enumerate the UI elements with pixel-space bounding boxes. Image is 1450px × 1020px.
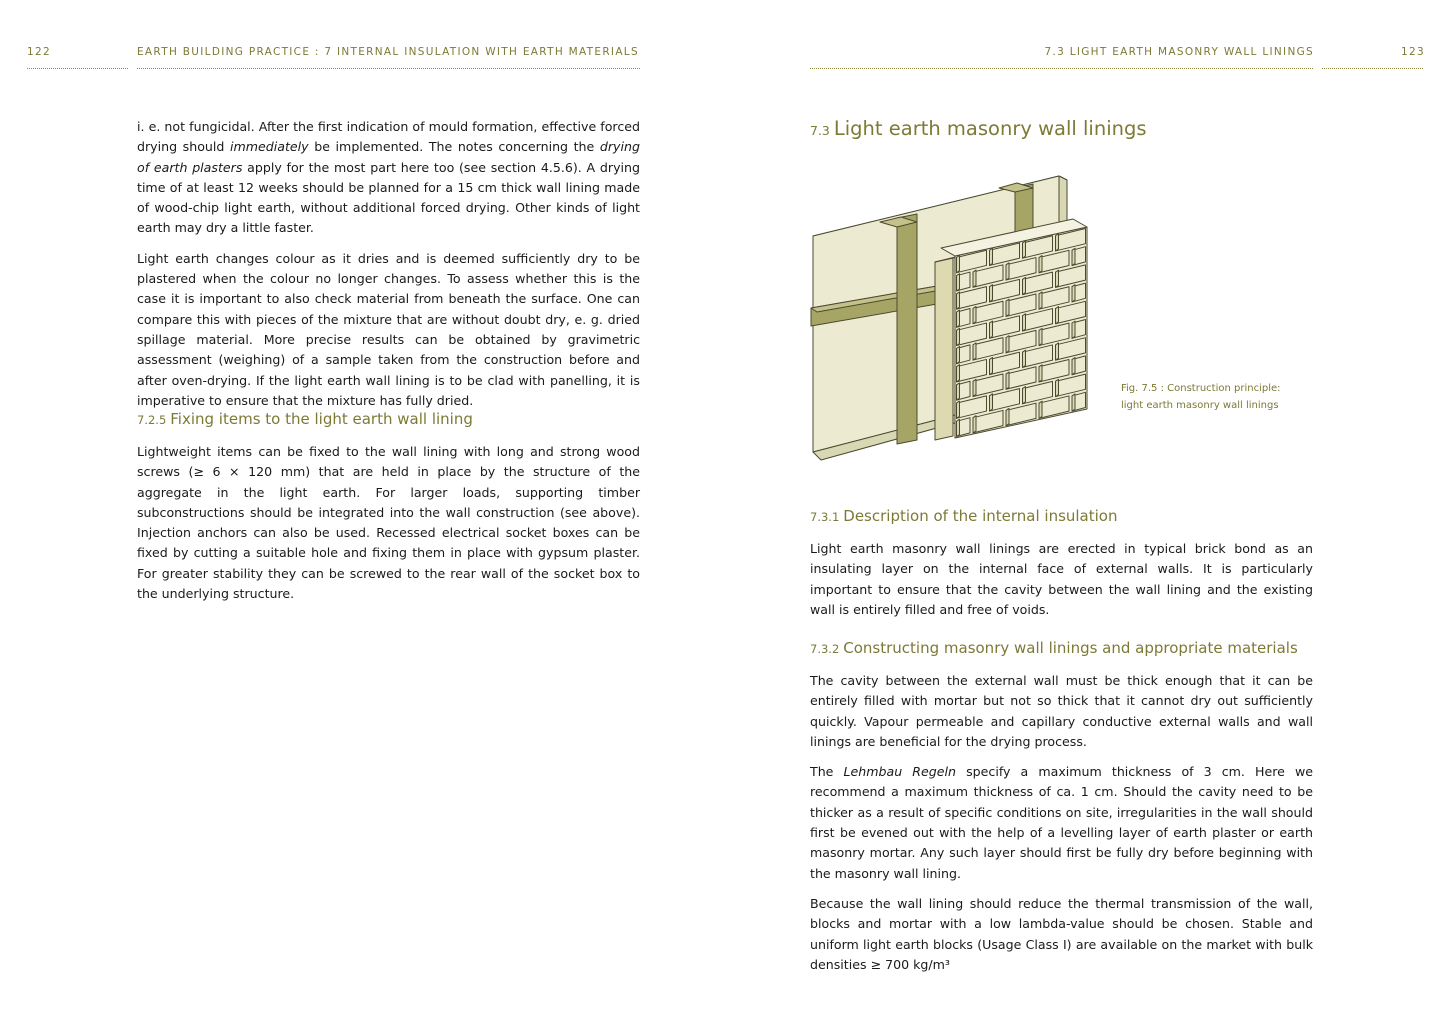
brick-side [1072, 394, 1075, 411]
brick-side [973, 379, 976, 396]
brick-side [1006, 372, 1009, 389]
brick-side [1056, 307, 1059, 324]
brick-side [957, 347, 960, 364]
mortar-layer-front [935, 258, 953, 440]
brick-side [973, 306, 976, 323]
brick-side [973, 270, 976, 287]
left-body-block-1 [137, 117, 640, 421]
brick-side [957, 365, 960, 382]
brick-side [973, 343, 976, 360]
left-header-rule-short [27, 68, 128, 69]
brick-side [1039, 365, 1042, 382]
brick-side [990, 394, 993, 411]
brick-side [1072, 248, 1075, 265]
right-running-title: 7.3 LIGHT EARTH MASONRY WALL LININGS [1044, 46, 1314, 58]
section-heading-7-3-2: 7.3.2 Constructing masonry wall linings and appropriate materials [810, 639, 1298, 657]
brick-side [1006, 408, 1009, 425]
vertical-batten-left-front [897, 214, 917, 444]
brick-side [957, 274, 960, 291]
paragraph: Lightweight items can be fixed to the wall lining with long and strong wood screws (≥ 6 × 120 mm) that are held in place by the structure of the aggregate in the light earth. For larger loads, supporting timber subconstructions should be integrated into the wall construction (see above). Injection anchors can also be used. Recessed electrical socket boxes can be fixed by cutting a suitable hole and fixing them in place with gypsum plaster. For greater stability they can be screwed to the rear wall of the socket box to the underlying structure. [137, 444, 640, 602]
brick-side [1023, 241, 1026, 258]
right-body-block-1 [810, 539, 1313, 630]
brick-side [1039, 292, 1042, 309]
brick-side [990, 321, 993, 338]
right-body-block-2 [810, 671, 1313, 985]
brick-side [973, 416, 976, 433]
brick-side [1006, 299, 1009, 316]
left-body-block-2 [137, 442, 640, 614]
brick-side [957, 419, 960, 436]
brick-side [1072, 321, 1075, 338]
right-page-number: 123 [1401, 46, 1425, 58]
left-page-number: 122 [27, 46, 51, 58]
brick-side [1023, 387, 1026, 404]
brick-side [1039, 401, 1042, 418]
brick-side [990, 357, 993, 374]
brick-side [1039, 328, 1042, 345]
brick-side [957, 328, 960, 345]
right-header-rule-long [810, 68, 1313, 69]
brick-side [1056, 234, 1059, 251]
brick-side [1023, 314, 1026, 331]
left-running-title: EARTH BUILDING PRACTICE : 7 INTERNAL INSULATION WITH EARTH MATERIALS [137, 46, 639, 58]
brick-side [957, 310, 960, 327]
paragraph: i. e. not fungicidal. After the first indication of mould formation, effective forced drying should immediately be implemented. The notes concerning the drying of earth plasters apply for the most part here too (see section 4.5.6). A drying time of at least 12 weeks should be planned for a 15 cm thick wall lining made of wood-chip light earth, without additional forced drying. Other kinds of light earth may dry a little faster. [137, 119, 640, 236]
brick-side [1039, 256, 1042, 273]
brick-side [990, 248, 993, 265]
brick-side [1056, 270, 1059, 287]
paragraph: Because the wall lining should reduce the thermal transmission of the wall, blocks and mortar with a low lambda-value should be chosen. Stable and uniform light earth blocks (Usage Class I) are available on the market with bulk densities ≥ 700 kg/m³ [810, 895, 1313, 972]
left-header-rule-long [137, 68, 640, 69]
brick-side [957, 256, 960, 273]
brick-side [957, 292, 960, 309]
section-heading-7-3: 7.3 Light earth masonry wall linings [810, 117, 1147, 140]
section-heading-7-3-1: 7.3.1 Description of the internal insulation [810, 507, 1118, 525]
brick-side [990, 285, 993, 302]
brick-side [1023, 350, 1026, 367]
brick-side [1006, 263, 1009, 280]
brick-lining [941, 219, 1087, 438]
paragraph: The Lehmbau Regeln specify a maximum thickness of 3 cm. Here we recommend a maximum thickness of ca. 1 cm. Should the cavity need to be thicker as a result of specific conditions on site, irregularities in the wall should first be evened out with the help of a levelling layer of earth plaster or earth masonry mortar. Any such layer should first be fully dry before beginning with the masonry wall lining. [810, 764, 1313, 881]
brick-side [957, 401, 960, 418]
brick-side [1072, 358, 1075, 375]
right-header-rule-short [1322, 68, 1423, 69]
brick-side [1006, 336, 1009, 353]
brick-side [1056, 343, 1059, 360]
construction-principle-figure [805, 170, 1105, 470]
paragraph: Light earth masonry wall linings are erected in typical brick bond as an insulating layer on the internal face of external walls. It is particularly important to ensure that the cavity between the wall lining and the existing wall is entirely filled and free of voids. [810, 541, 1313, 617]
brick-side [1056, 379, 1059, 396]
brick-side [1072, 285, 1075, 302]
brick-side [1023, 277, 1026, 294]
figure-caption: Fig. 7.5 : Construction principle: light earth masonry wall linings [1121, 383, 1281, 411]
section-heading-7-2-5: 7.2.5 Fixing items to the light earth wall lining [137, 410, 473, 428]
paragraph: Light earth changes colour as it dries and is deemed sufficiently dry to be plastered when the colour no longer changes. To assess whether this is the case it is important to also check material from beneath the surface. One can compare this with pieces of the mixture that are without doubt dry, e. g. dried spillage material. More precise results can be obtained by gravimetric assessment (weighing) of a sample taken from the construction before and after oven-drying. If the light earth wall lining is to be clad with panelling, it is imperative to ensure that the mixture has fully dried. [137, 250, 640, 408]
brick-side [957, 383, 960, 400]
paragraph: The cavity between the external wall must be thick enough that it can be entirely filled with mortar but not so thick that it cannot dry out sufficiently quickly. Vapour permeable and capillary conductive external walls and wall linings are beneficial for the drying process. [810, 673, 1313, 749]
